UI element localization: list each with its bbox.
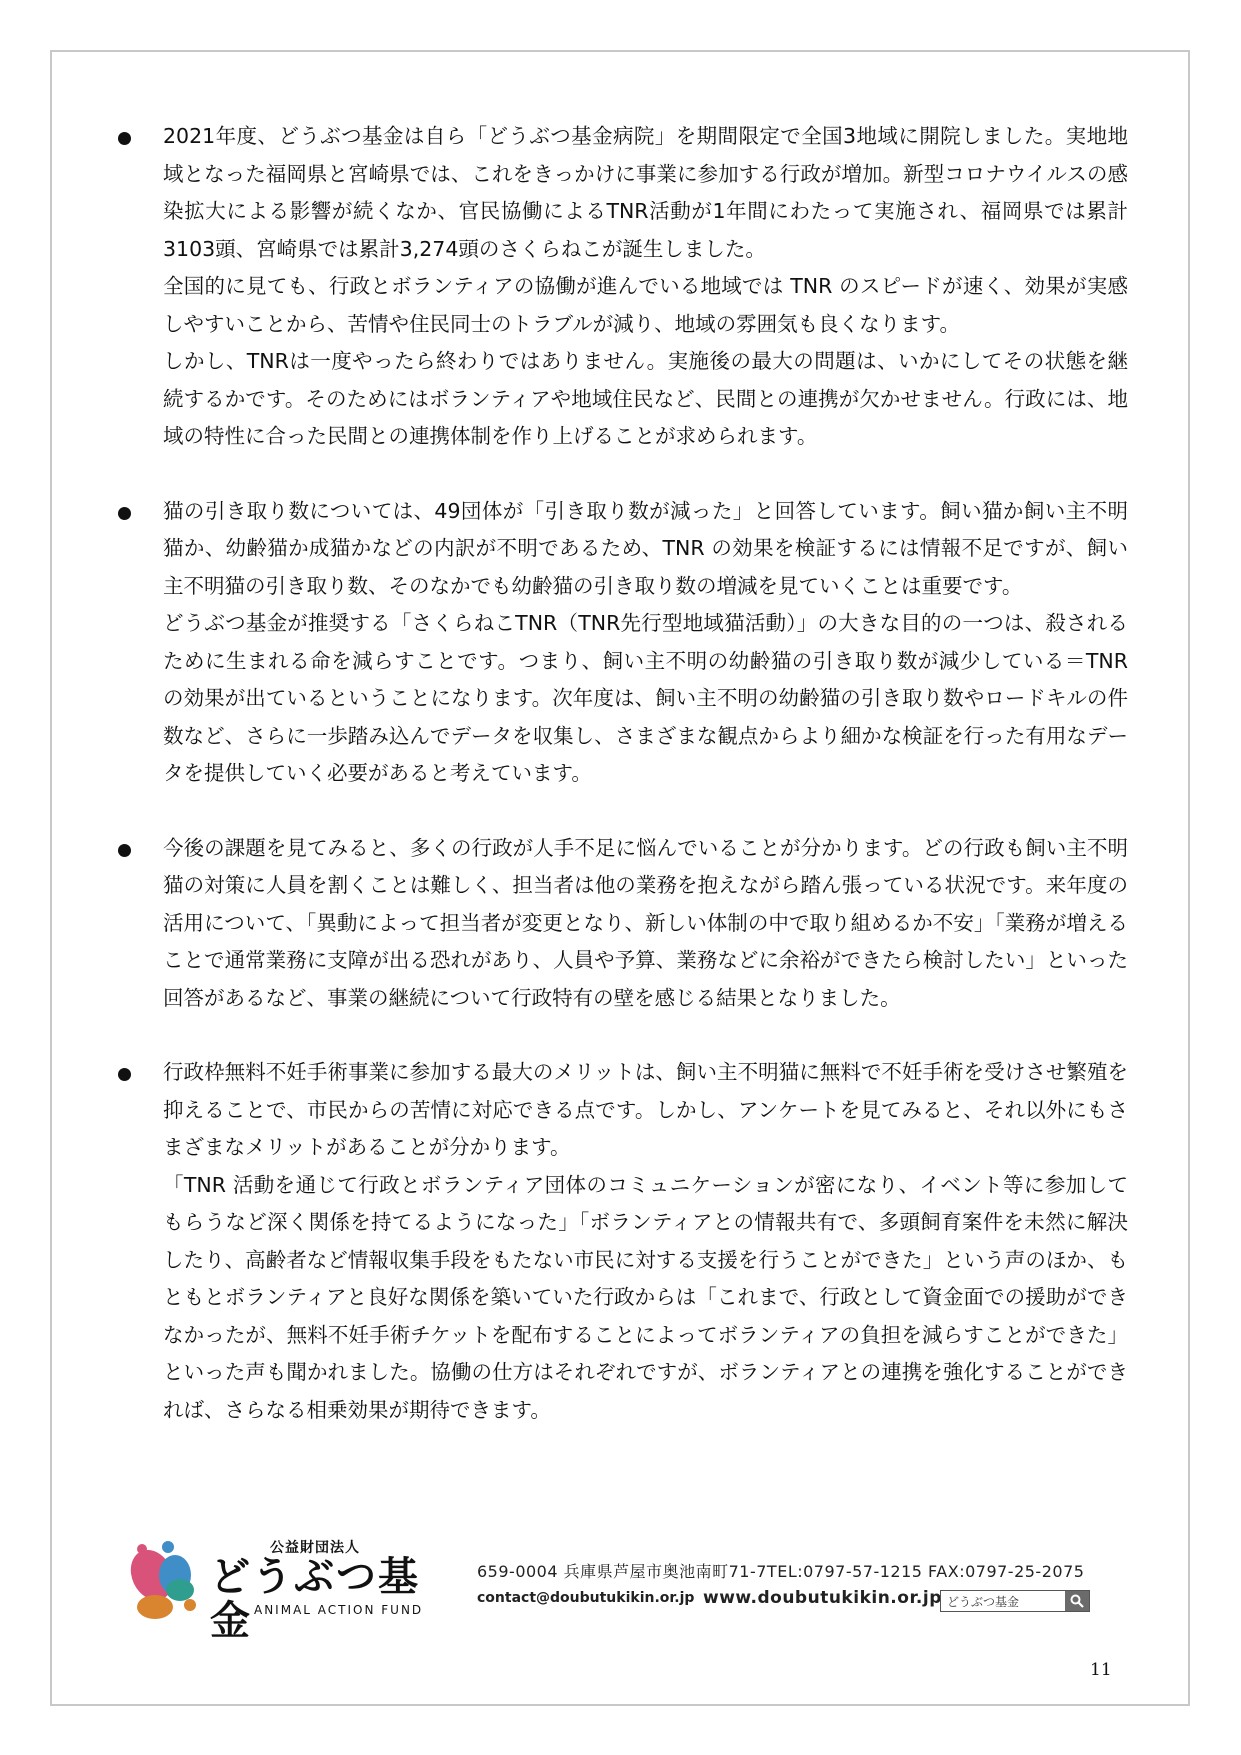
paragraph: 全国的に見ても、行政とボランティアの協働が進んでいる地域では TNR のスピードが速く、効果が実感しやすいことから、苦情や住民同士のトラブルが減り、地域の雰囲気も良くなります。 [163, 274, 1128, 336]
org-name: どうぶつ基金 [210, 1554, 420, 1644]
bullet-item [118, 118, 1128, 456]
search-icon [1070, 1594, 1084, 1608]
paragraph: 2021年度、どうぶつ基金は自ら「どうぶつ基金病院」を期間限定で全国3地域に開院しました。実地地域となった福岡県と宮崎県では、これをきっかけに事業に参加する行政が増加。新型コロナウイルスの感染拡大による影響が続くなか、官民協働によるTNR活動が1年間にわたって実施され、福岡県では累計3103頭、宮崎県では累計3,274頭のさくらねこが誕生しました。 [163, 124, 1128, 261]
search-button[interactable] [1065, 1591, 1089, 1611]
paragraph: 猫の引き取り数については、49団体が「引き取り数が減った」と回答しています。飼い猫か飼い主不明猫か、幼齢猫か成猫かなどの内訳が不明であるため、TNR の効果を検証するには情報不足ですが、飼い主不明猫の引き取り数、そのなかでも幼齢猫の引き取り数の増減を見ていくことは重要です。 [163, 498, 1128, 598]
website-link[interactable]: www.doubutukikin.or.jp [703, 1588, 942, 1608]
document-body [118, 118, 1128, 1466]
org-type: 公益財団法人 [270, 1540, 360, 1556]
bullet-item [118, 830, 1128, 1018]
bullet-item [118, 1054, 1128, 1429]
bullet-item [118, 493, 1128, 793]
bullet-dot-icon [118, 844, 131, 857]
bullet-dot-icon [118, 1068, 131, 1081]
paragraph: 今後の課題を見てみると、多くの行政が人手不足に悩んでいることが分かります。どの行政も飼い主不明猫の対策に人員を割くことは難しく、担当者は他の業務を抱えながら踏ん張っている状況です。来年度の活用について、「異動によって担当者が変更となり、新しい体制の中で取り組めるか不安」「業務が増えることで通常業務に支障が出る恐れがあり、人員や予算、業務などに余裕ができたら検討したい」といった回答があるなど、事業の継続について行政特有の壁を感じる結果となりました。 [163, 835, 1128, 1010]
paragraph: どうぶつ基金が推奨する「さくらねこTNR（TNR先行型地域猫活動）」の大きな目的の一つは、殺されるために生まれる命を減らすことです。つまり、飼い主不明の幼齢猫の引き取り数が減少している＝TNR の効果が出ているということになります。次年度は、飼い主不明の幼齢猫の引き取り数やロードキルの件数など、さらに一歩踏み込んでデータを収集し、さまざまな観点からより細かな検証を行った有用なデータを提供していく必要があると考えています。 [163, 611, 1128, 785]
animal-logo-icon [120, 1535, 215, 1625]
contact-email[interactable]: contact@doubutukikin.or.jp [477, 1590, 695, 1606]
contact-address: 659-0004 兵庫県芦屋市奥池南町71-7TEL:0797-57-1215 FAX:0797-25-2075 [477, 1562, 1085, 1581]
org-name-english: ANIMAL ACTION FUND [254, 1603, 424, 1617]
bullet-dot-icon [118, 132, 131, 145]
page-number: 11 [1090, 1660, 1112, 1680]
bullet-dot-icon [118, 507, 131, 520]
search-input[interactable]: どうぶつ基金 [947, 1594, 1020, 1609]
paragraph: 行政枠無料不妊手術事業に参加する最大のメリットは、飼い主不明猫に無料で不妊手術を受けさせ繁殖を抑えることで、市民からの苦情に対応できる点です。しかし、アンケートを見てみると、それ以外にもさまざまなメリットがあることが分かります。 [163, 1060, 1128, 1159]
search-box[interactable] [940, 1590, 1090, 1612]
footer [120, 1535, 1120, 1644]
paragraph: しかし、TNRは一度やったら終わりではありません。実施後の最大の問題は、いかにしてその状態を継続するかです。そのためにはボランティアや地域住民など、民間との連携が欠かせません。行政には、地域の特性に合った民間との連携体制を作り上げることが求められます。 [163, 349, 1128, 448]
paragraph: 「TNR 活動を通じて行政とボランティア団体のコミュニケーションが密になり、イベント等に参加してもらうなど深く関係を持てるようになった」「ボランティアとの情報共有で、多頭飼育案件を未然に解決したり、高齢者など情報収集手段をもたない市民に対する支援を行うことができた」という声のほか、もともとボランティアと良好な関係を築いていた行政からは「これまで、行政として資金面での援助ができなかったが、無料不妊手術チケットを配布することによってボランティアの負担を減らすことができた」といった声も聞かれました。協働の仕方はそれぞれですが、ボランティアとの連携を強化することができれば、さらなる相乗効果が期待できます。 [163, 1172, 1128, 1422]
organization-logo[interactable] [120, 1535, 450, 1644]
